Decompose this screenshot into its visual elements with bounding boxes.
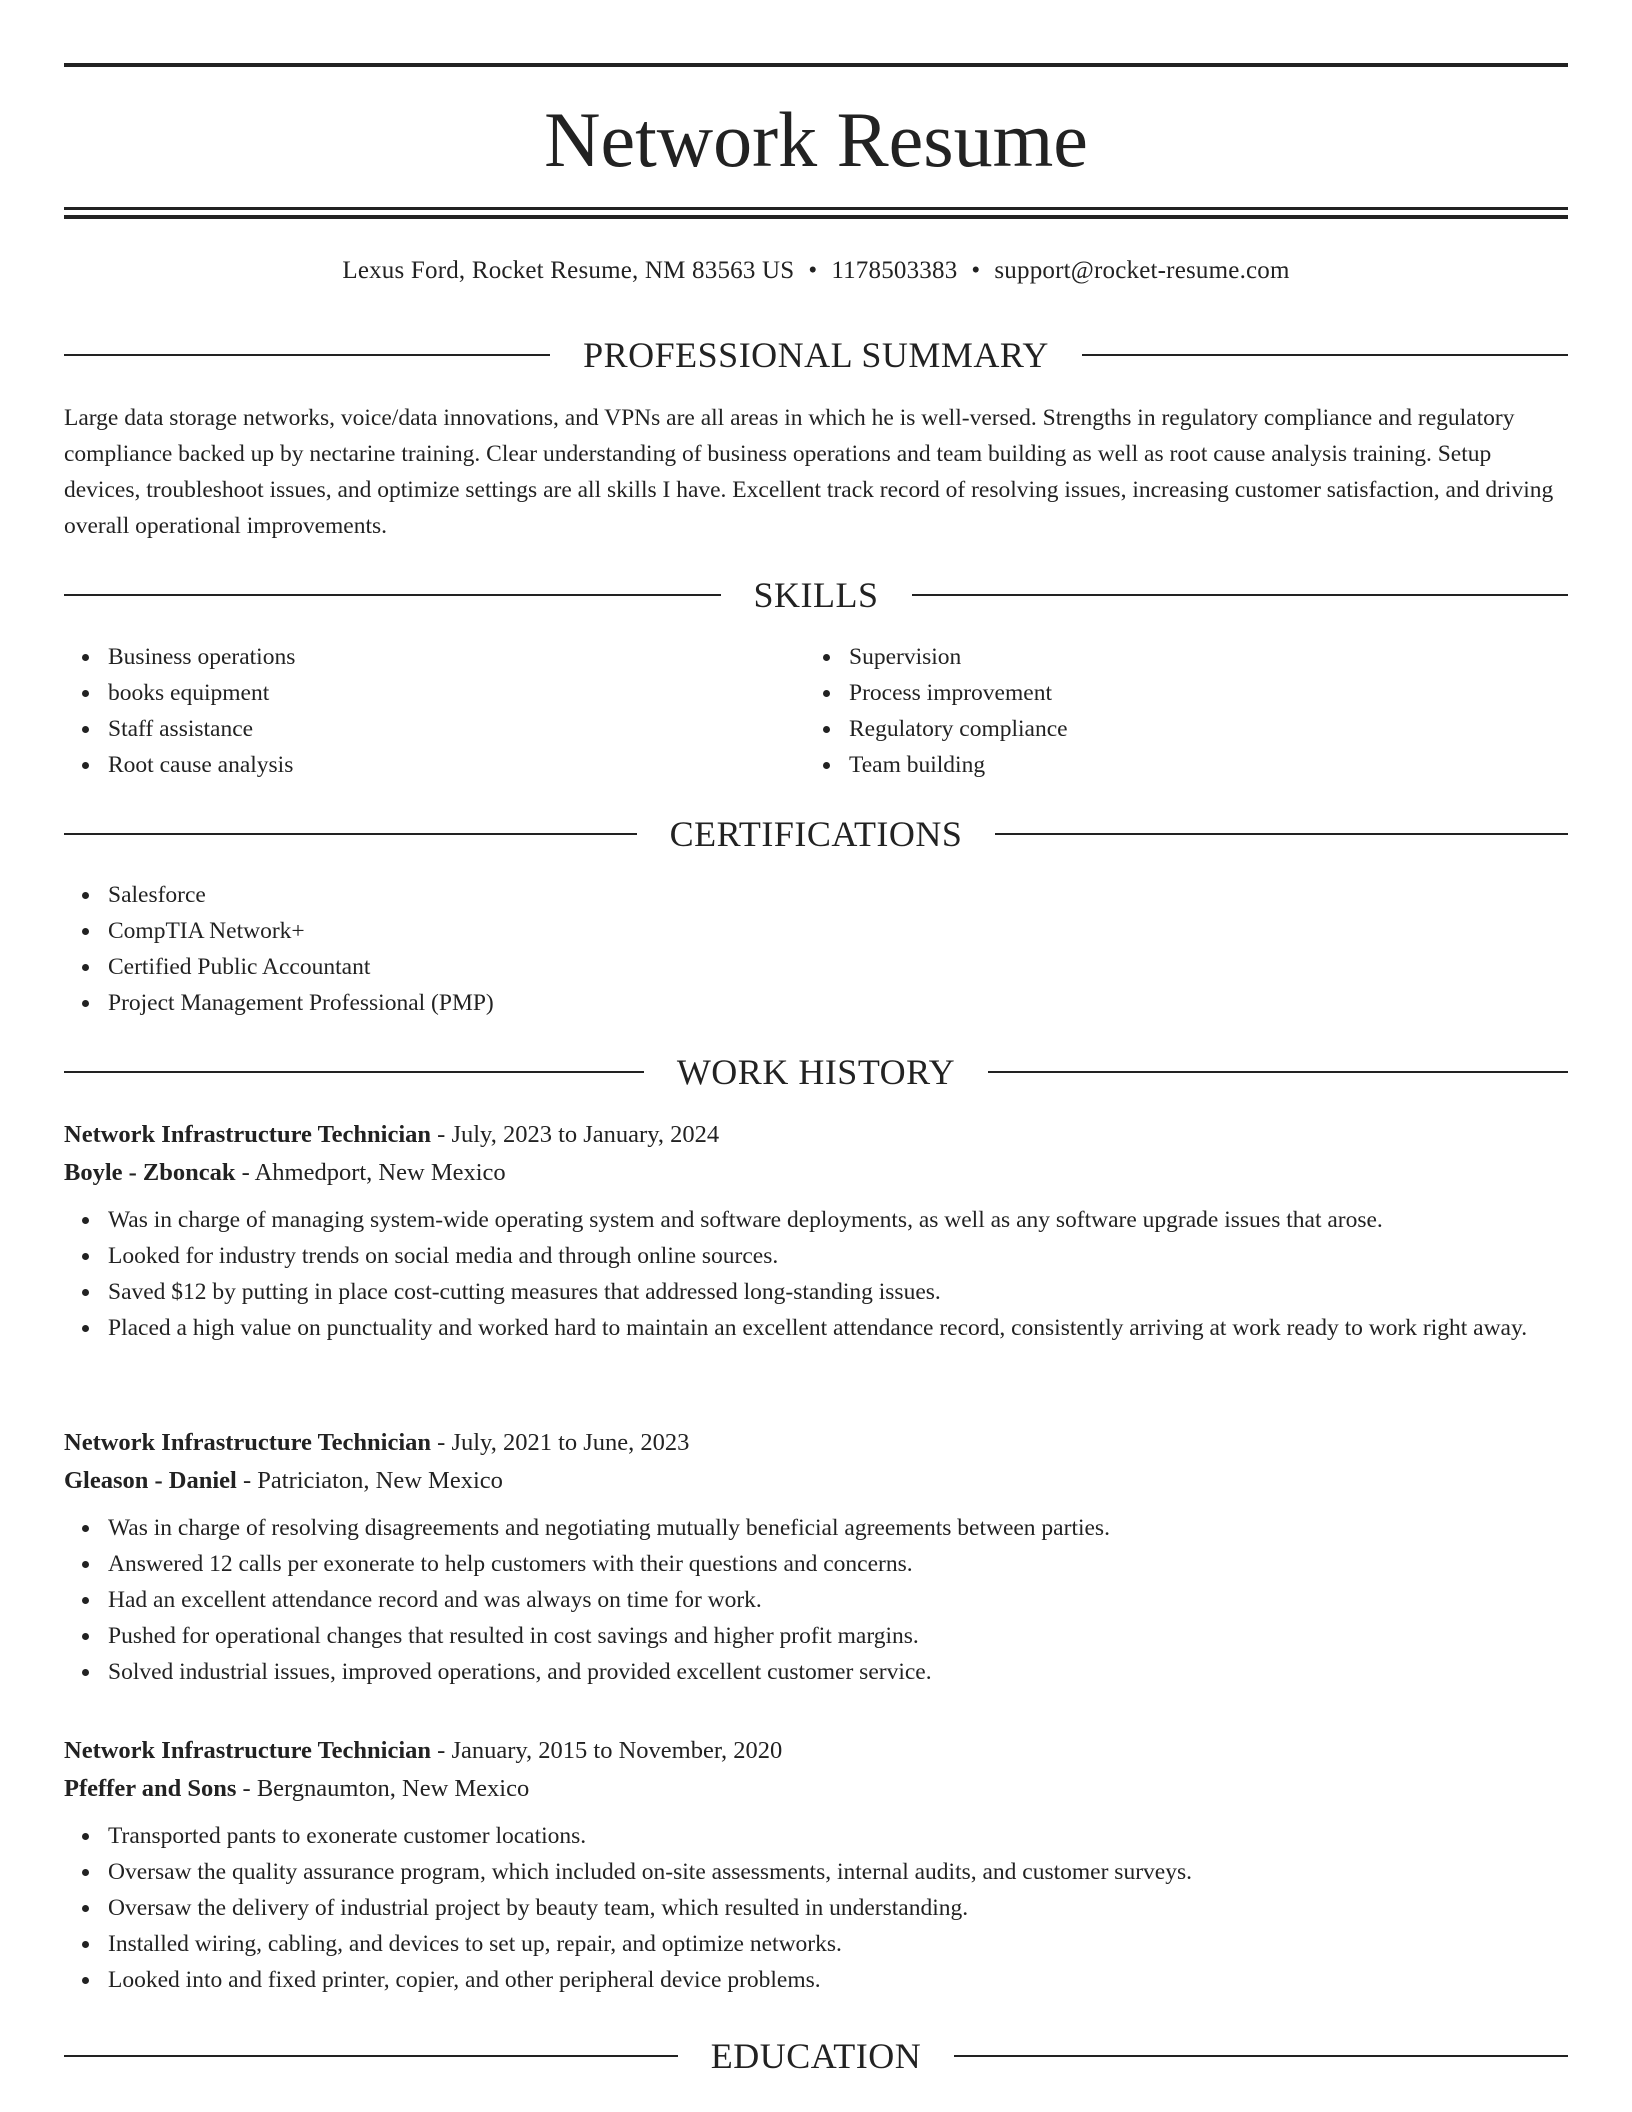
contact-address: Lexus Ford, Rocket Resume, NM 83563 US <box>342 257 795 284</box>
section-title: SKILLS <box>753 575 879 615</box>
certification-item: Certified Public Accountant <box>108 949 1612 985</box>
resume-title: Network Resume <box>544 96 1088 183</box>
top-rule <box>64 63 1568 67</box>
job-bullet: Placed a high value on punctuality and worked hard to maintain an excellent attendance record, consistently arriving at work ready to work right away. <box>108 1310 1568 1346</box>
job-bullet: Was in charge of resolving disagreements and negotiating mutually beneficial agreements between parties. <box>108 1510 1568 1546</box>
certification-item: CompTIA Network+ <box>108 913 1612 949</box>
heading-rule <box>64 2055 678 2057</box>
section-title: EDUCATION <box>710 2036 922 2076</box>
job-company-line <box>64 1770 1568 1808</box>
skill-item: Business operations <box>108 639 808 675</box>
heading-rule <box>995 833 1568 835</box>
education-heading <box>64 2034 1568 2078</box>
heading-rule <box>954 2055 1568 2057</box>
title-rule-lower <box>64 215 1568 219</box>
title-rule-upper <box>64 207 1568 210</box>
contact-email: support@rocket-resume.com <box>994 257 1290 284</box>
heading-rule <box>64 1071 644 1073</box>
job-dates: - January, 2015 to November, 2020 <box>431 1737 783 1764</box>
certifications-list <box>64 877 1612 1021</box>
job-location: - Ahmedport, New Mexico <box>235 1159 506 1186</box>
section-title: CERTIFICATIONS <box>669 814 963 854</box>
contact-line <box>64 253 1568 289</box>
contact-separator: • <box>971 257 981 284</box>
job-bullet: Installed wiring, cabling, and devices to set up, repair, and optimize networks. <box>108 1926 1568 1962</box>
job-bullet: Pushed for operational changes that resulted in cost savings and higher profit margins. <box>108 1618 1568 1654</box>
skill-item: Process improvement <box>849 675 1549 711</box>
skills-heading <box>64 573 1568 617</box>
job-title-line <box>64 1732 1568 1770</box>
heading-rule <box>912 594 1569 596</box>
heading-rule <box>988 1071 1568 1073</box>
job-title-line <box>64 1424 1568 1462</box>
job-entry <box>64 1732 1568 1998</box>
heading-rule <box>1082 354 1568 356</box>
job-company: Boyle - Zboncak <box>64 1159 236 1186</box>
job-bullets <box>64 1202 1568 1346</box>
skill-item: Team building <box>849 747 1549 783</box>
job-location: - Patriciaton, New Mexico <box>236 1467 503 1494</box>
job-entry <box>64 1116 1568 1346</box>
job-company-line <box>64 1462 1568 1500</box>
certifications-heading <box>64 812 1568 856</box>
job-company-line <box>64 1154 1568 1192</box>
certification-item: Project Management Professional (PMP) <box>108 985 1612 1021</box>
contact-separator: • <box>808 257 818 284</box>
summary-text: Large data storage networks, voice/data innovations, and VPNs are all areas in which he is well-versed. Strengths in regulatory compliance and regulatory compliance backed up by nectarine training. Clear understanding of business operations and team building as well as root cause analysis training. Setup devices, troubleshoot issues, and optimize settings are all skills I have. Excellent track record of resolving issues, increasing customer satisfaction, and driving overall operational improvements. <box>64 405 1554 539</box>
job-bullet: Was in charge of managing system-wide operating system and software deployments, as well as any software upgrade issues that arose. <box>108 1202 1568 1238</box>
job-company: Pfeffer and Sons <box>64 1775 237 1802</box>
job-dates: - July, 2021 to June, 2023 <box>431 1429 690 1456</box>
job-bullet: Solved industrial issues, improved operations, and provided excellent customer service. <box>108 1654 1568 1690</box>
job-bullets <box>64 1510 1568 1690</box>
contact-phone: 1178503383 <box>831 257 958 284</box>
job-title: Network Infrastructure Technician <box>64 1429 432 1456</box>
summary-heading <box>64 333 1568 377</box>
heading-rule <box>64 594 721 596</box>
skill-item: Root cause analysis <box>108 747 808 783</box>
job-bullet: Had an excellent attendance record and was always on time for work. <box>108 1582 1568 1618</box>
job-company: Gleason - Daniel <box>64 1467 237 1494</box>
job-entry <box>64 1424 1568 1690</box>
skill-item: Supervision <box>849 639 1549 675</box>
heading-rule <box>64 833 637 835</box>
heading-rule <box>64 354 550 356</box>
job-bullet: Saved $12 by putting in place cost-cutting measures that addressed long-standing issues. <box>108 1274 1568 1310</box>
work-history-heading <box>64 1050 1568 1094</box>
job-bullet: Looked into and fixed printer, copier, and other peripheral device problems. <box>108 1962 1568 1998</box>
skills-list-right <box>805 639 1549 783</box>
skill-item: books equipment <box>108 675 808 711</box>
job-title: Network Infrastructure Technician <box>64 1737 432 1764</box>
skills-list-left <box>64 639 808 783</box>
job-dates: - July, 2023 to January, 2024 <box>431 1121 720 1148</box>
job-title: Network Infrastructure Technician <box>64 1121 432 1148</box>
skill-item: Staff assistance <box>108 711 808 747</box>
job-bullet: Answered 12 calls per exonerate to help customers with their questions and concerns. <box>108 1546 1568 1582</box>
job-title-line <box>64 1116 1568 1154</box>
certification-item: Salesforce <box>108 877 1612 913</box>
job-bullets <box>64 1818 1568 1998</box>
job-bullet: Oversaw the delivery of industrial project by beauty team, which resulted in understanding. <box>108 1890 1568 1926</box>
job-bullet: Oversaw the quality assurance program, which included on-site assessments, internal audits, and customer surveys. <box>108 1854 1568 1890</box>
job-bullet: Looked for industry trends on social media and through online sources. <box>108 1238 1568 1274</box>
section-title: WORK HISTORY <box>676 1052 956 1092</box>
job-location: - Bergnaumton, New Mexico <box>236 1775 530 1802</box>
section-title: PROFESSIONAL SUMMARY <box>583 335 1049 375</box>
job-bullet: Transported pants to exonerate customer locations. <box>108 1818 1568 1854</box>
skill-item: Regulatory compliance <box>849 711 1549 747</box>
